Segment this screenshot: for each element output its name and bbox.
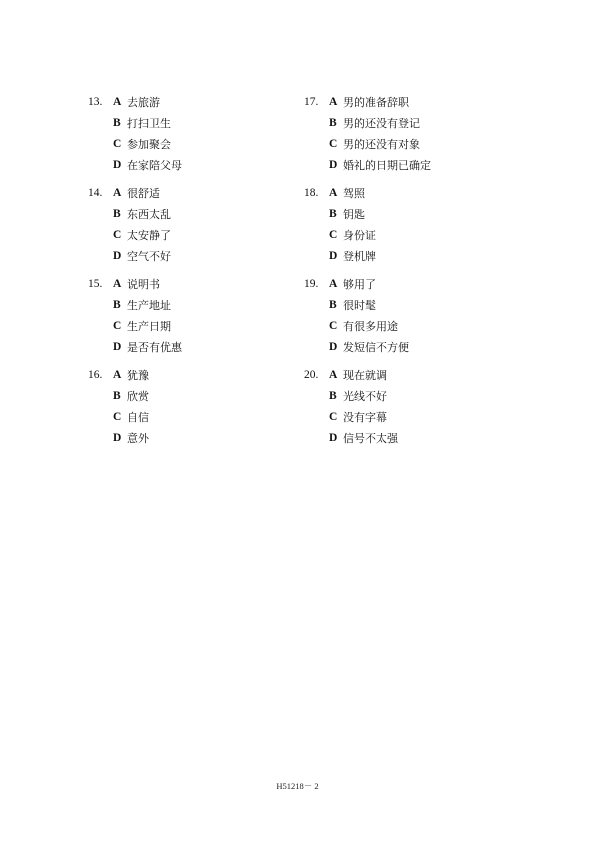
option-letter: C xyxy=(329,229,338,241)
option-row xyxy=(88,113,308,134)
option-letter: D xyxy=(113,250,122,262)
option-row xyxy=(88,92,308,113)
option-text: 有很多用途 xyxy=(343,320,398,333)
page-footer-code: H51218－ 2 xyxy=(276,781,319,791)
option-text: 东西太乱 xyxy=(127,208,171,221)
option-text: 说明书 xyxy=(127,278,160,291)
option-letter: A xyxy=(329,369,338,381)
option-text: 空气不好 xyxy=(127,250,171,263)
option-text: 是否有优惠 xyxy=(127,341,182,354)
option-text: 去旅游 xyxy=(127,96,160,109)
option-text: 生产地址 xyxy=(127,299,171,312)
question-number: 18. xyxy=(304,187,319,199)
option-letter: D xyxy=(113,432,122,444)
option-text: 发短信不方便 xyxy=(343,341,409,354)
option-letter: C xyxy=(113,138,122,150)
option-text: 钥匙 xyxy=(343,208,365,221)
option-row xyxy=(304,204,524,225)
question-number: 14. xyxy=(88,187,103,199)
option-text: 参加聚会 xyxy=(127,138,171,151)
option-row xyxy=(88,246,308,267)
option-letter: A xyxy=(113,96,122,108)
option-row xyxy=(304,155,524,176)
question-16 xyxy=(88,365,308,449)
option-letter: B xyxy=(113,390,121,402)
option-row xyxy=(304,274,524,295)
option-letter: B xyxy=(329,299,337,311)
option-text: 意外 xyxy=(127,432,149,445)
option-letter: A xyxy=(329,96,338,108)
option-row xyxy=(304,316,524,337)
option-row xyxy=(304,225,524,246)
question-20 xyxy=(304,365,524,449)
option-row xyxy=(88,386,308,407)
question-number: 15. xyxy=(88,278,103,290)
option-letter: B xyxy=(329,117,337,129)
option-letter: C xyxy=(329,411,338,423)
option-row xyxy=(88,204,308,225)
option-letter: C xyxy=(113,320,122,332)
option-text: 信号不太强 xyxy=(343,432,398,445)
option-row xyxy=(88,316,308,337)
option-text: 很时髦 xyxy=(343,299,376,312)
option-text: 太安静了 xyxy=(127,229,171,242)
option-row xyxy=(304,113,524,134)
option-letter: A xyxy=(329,187,338,199)
option-text: 现在就调 xyxy=(343,369,387,382)
question-14 xyxy=(88,183,308,267)
option-row xyxy=(88,337,308,358)
option-row xyxy=(304,407,524,428)
option-row xyxy=(304,295,524,316)
question-17 xyxy=(304,92,524,176)
option-letter: C xyxy=(329,320,338,332)
option-row xyxy=(88,407,308,428)
option-text: 光线不好 xyxy=(343,390,387,403)
question-number: 20. xyxy=(304,369,319,381)
question-number: 19. xyxy=(304,278,319,290)
option-row xyxy=(304,246,524,267)
option-letter: D xyxy=(329,159,338,171)
option-row xyxy=(88,274,308,295)
question-13 xyxy=(88,92,308,176)
option-text: 男的还没有登记 xyxy=(343,117,420,130)
option-letter: C xyxy=(329,138,338,150)
option-row xyxy=(304,365,524,386)
option-letter: D xyxy=(329,432,338,444)
option-letter: A xyxy=(113,278,122,290)
option-row xyxy=(88,155,308,176)
option-text: 身份证 xyxy=(343,229,376,242)
option-row xyxy=(88,225,308,246)
option-letter: B xyxy=(113,208,121,220)
option-text: 打扫卫生 xyxy=(127,117,171,130)
option-text: 没有字幕 xyxy=(343,411,387,424)
question-number: 16. xyxy=(88,369,103,381)
option-text: 够用了 xyxy=(343,278,376,291)
question-19 xyxy=(304,274,524,358)
option-row xyxy=(88,183,308,204)
option-row xyxy=(304,92,524,113)
option-letter: A xyxy=(113,187,122,199)
option-letter: B xyxy=(113,299,121,311)
option-row xyxy=(304,428,524,449)
option-letter: B xyxy=(329,208,337,220)
option-text: 犹豫 xyxy=(127,369,149,382)
left-question-column xyxy=(88,92,308,456)
option-text: 驾照 xyxy=(343,187,365,200)
option-text: 在家陪父母 xyxy=(127,159,182,172)
question-15 xyxy=(88,274,308,358)
option-row xyxy=(304,337,524,358)
right-question-column xyxy=(304,92,524,456)
option-letter: D xyxy=(329,250,338,262)
option-row xyxy=(88,134,308,155)
option-letter: C xyxy=(113,411,122,423)
option-text: 登机牌 xyxy=(343,250,376,263)
option-text: 生产日期 xyxy=(127,320,171,333)
option-letter: B xyxy=(329,390,337,402)
option-row xyxy=(304,134,524,155)
option-row xyxy=(88,428,308,449)
option-text: 自信 xyxy=(127,411,149,424)
option-letter: C xyxy=(113,229,122,241)
question-number: 17. xyxy=(304,96,319,108)
option-row xyxy=(304,386,524,407)
option-row xyxy=(88,365,308,386)
question-number: 13. xyxy=(88,96,103,108)
option-letter: A xyxy=(329,278,338,290)
option-row xyxy=(304,183,524,204)
option-text: 婚礼的日期已确定 xyxy=(343,159,431,172)
question-18 xyxy=(304,183,524,267)
option-letter: B xyxy=(113,117,121,129)
option-text: 很舒适 xyxy=(127,187,160,200)
option-text: 欣赏 xyxy=(127,390,149,403)
option-row xyxy=(88,295,308,316)
option-letter: D xyxy=(329,341,338,353)
option-text: 男的还没有对象 xyxy=(343,138,420,151)
option-letter: D xyxy=(113,341,122,353)
option-letter: D xyxy=(113,159,122,171)
option-letter: A xyxy=(113,369,122,381)
option-text: 男的准备辞职 xyxy=(343,96,409,109)
